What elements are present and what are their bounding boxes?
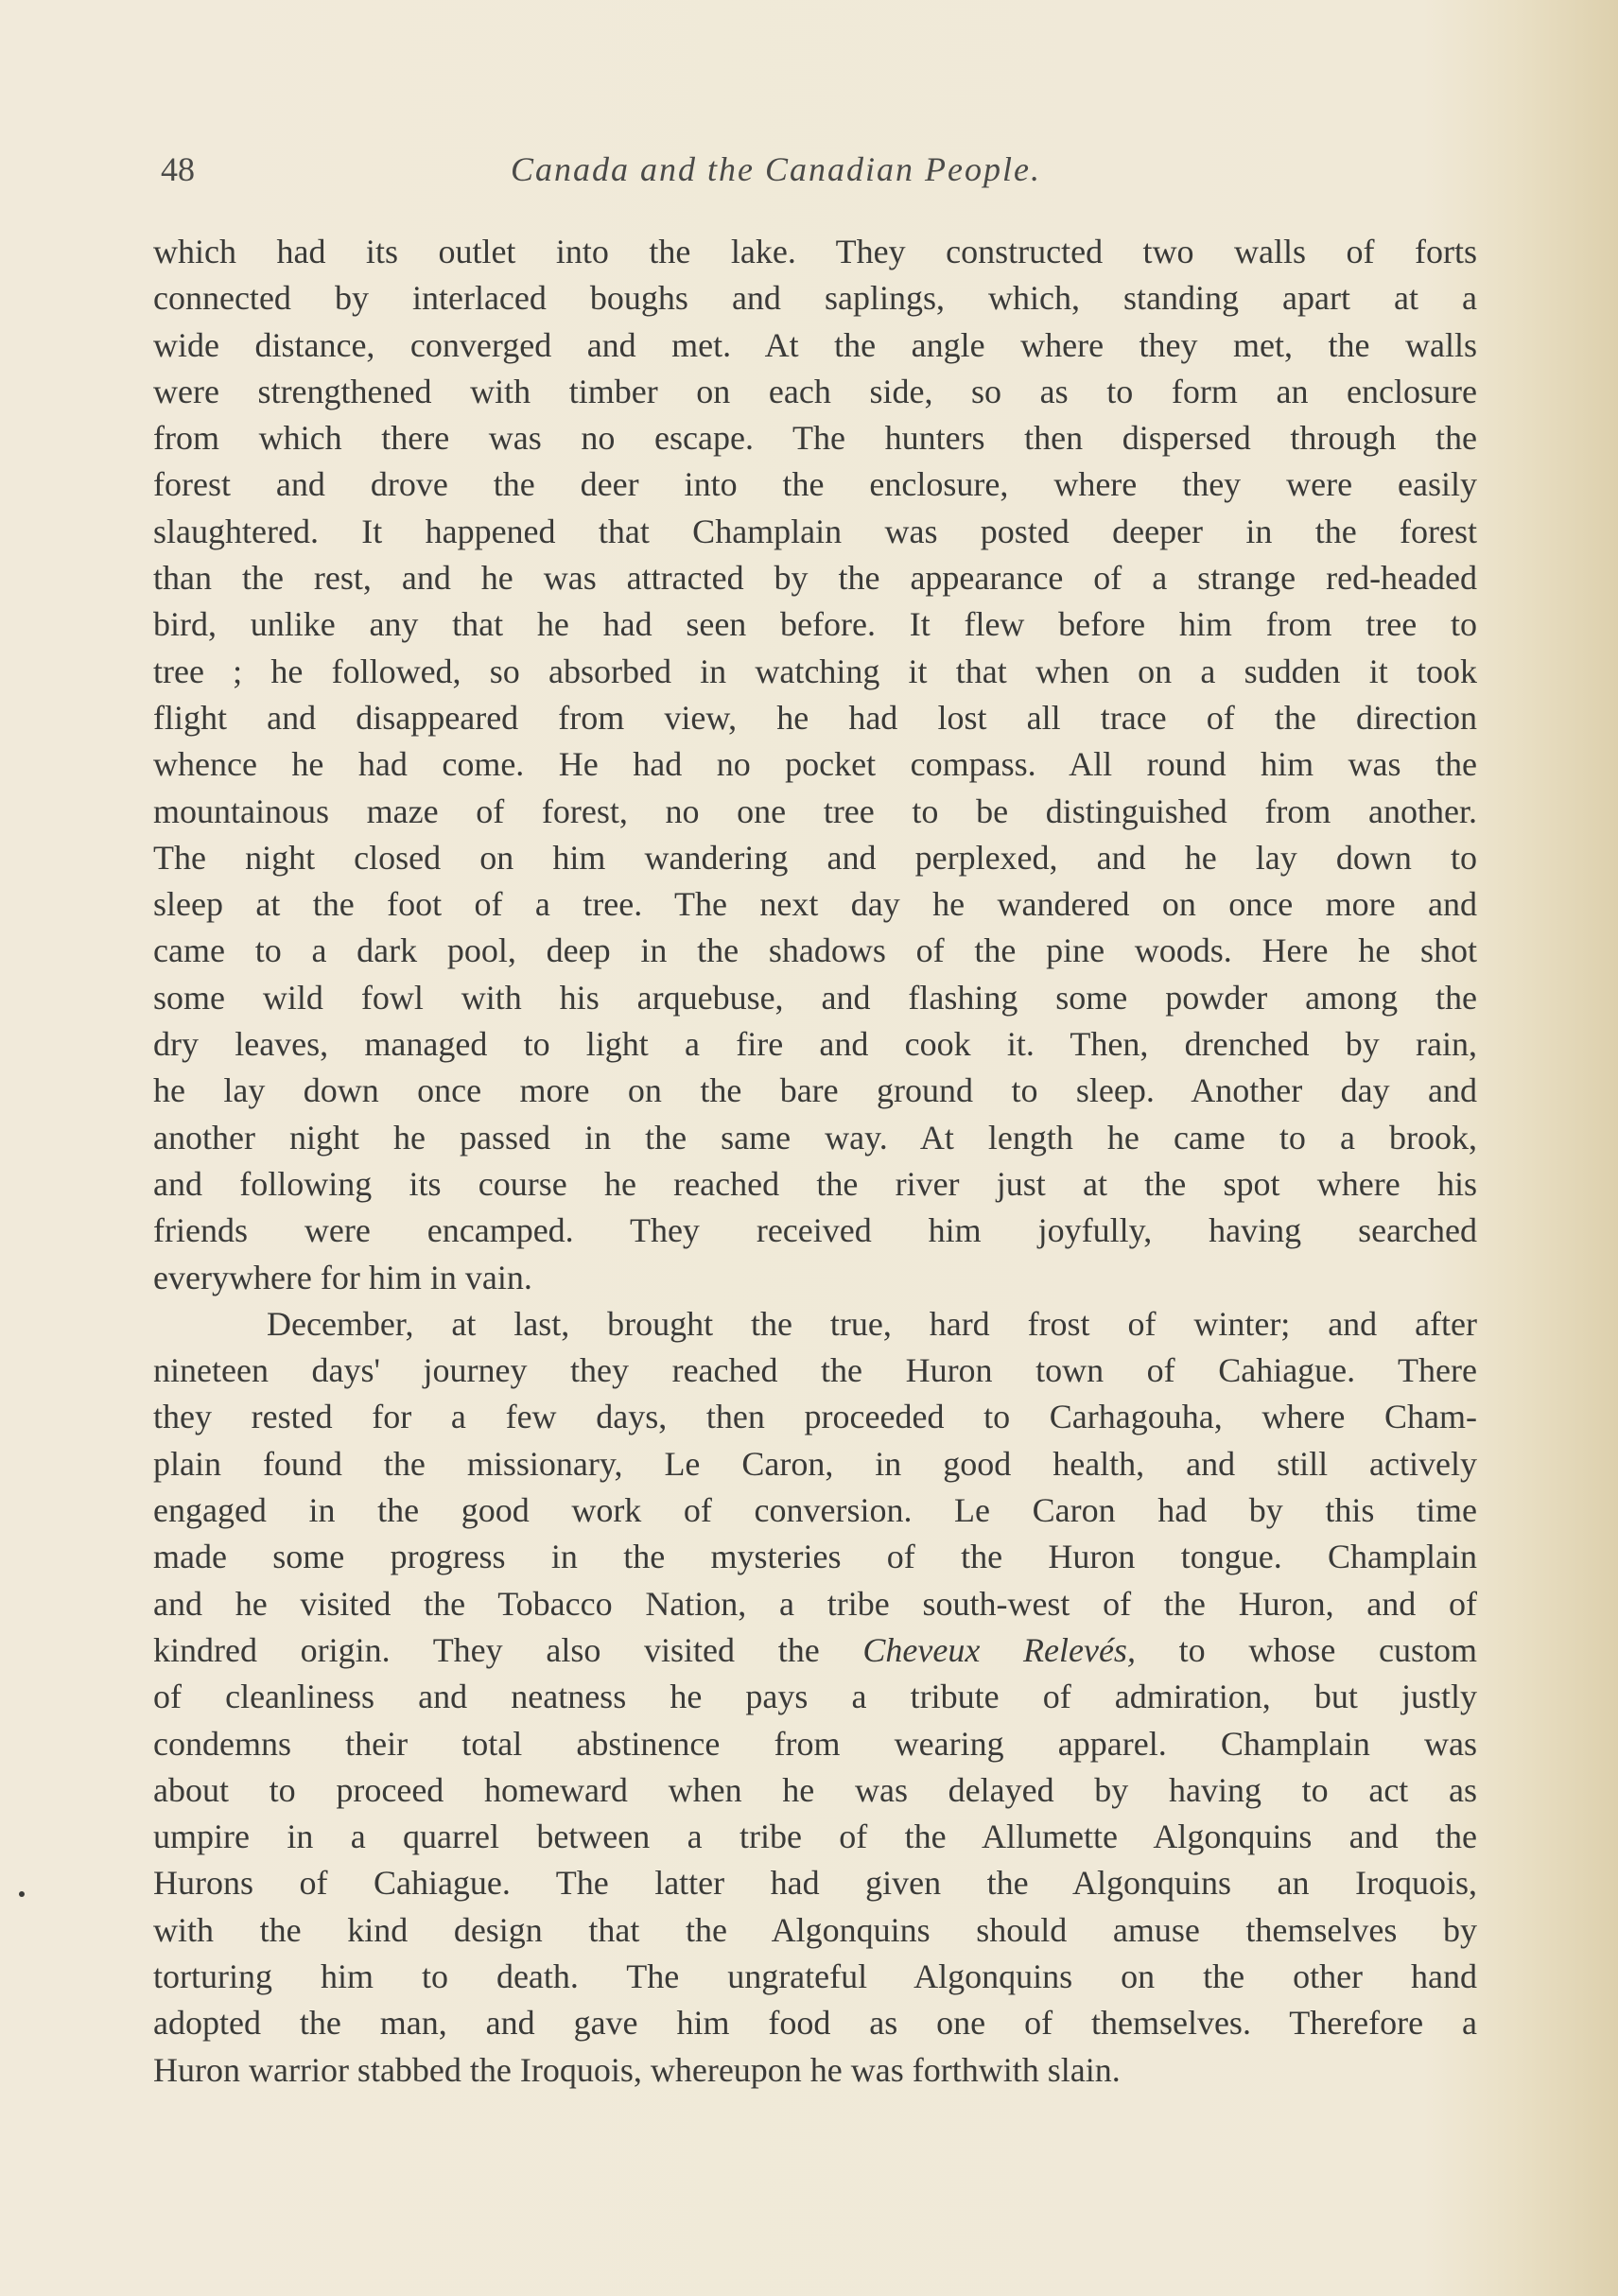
text-line: dry leaves, managed to light a fire and cook it. Then, drenched by rain, xyxy=(153,1025,1477,1064)
text-line: wide distance, converged and met. At the angle where they met, the walls xyxy=(153,325,1477,364)
text-line: were strengthened with timber on each side, so as to form an enclosure xyxy=(153,372,1477,410)
text-line: December, at last, brought the true, hard frost of winter; and after xyxy=(267,1304,1477,1343)
text-segment: kindred origin. They also visited the xyxy=(153,1630,863,1669)
text-line: and following its course he reached the river just at the spot where his xyxy=(153,1164,1477,1203)
text-line: with the kind design that the Algonquins should amuse themselves by xyxy=(153,1910,1477,1949)
text-line: came to a dark pool, deep in the shadows of the pine woods. Here he shot xyxy=(153,931,1477,970)
text-line: bird, unlike any that he had seen before. It flew before him from tree to xyxy=(153,605,1477,644)
text-line: tree ; he followed, so absorbed in watching it that when on a sudden it took xyxy=(153,652,1477,690)
text-line: connected by interlaced boughs and saplings, which, standing apart at a xyxy=(153,279,1477,318)
text-line: flight and disappeared from view, he had lost all trace of the direction xyxy=(153,698,1477,737)
text-line: slaughtered. It happened that Champlain was posted deeper in the forest xyxy=(153,512,1477,550)
text-segment: to whose custom xyxy=(1135,1630,1477,1669)
text-line: nineteen days' journey they reached the Huron town of Cahiague. There xyxy=(153,1351,1477,1390)
text-line: Huron warrior stabbed the Iroquois, whereupon he was forthwith slain. xyxy=(153,2050,1121,2089)
text-line: whence he had come. He had no pocket compass. All round him was the xyxy=(153,745,1477,784)
text-line: another night he passed in the same way. At length he came to a brook, xyxy=(153,1118,1477,1157)
text-line: than the rest, and he was attracted by the appearance of a strange red-headed xyxy=(153,559,1477,598)
text-line: forest and drove the deer into the enclosure, where they were easily xyxy=(153,465,1477,504)
text-line: adopted the man, and gave him food as one of themselves. Therefore a xyxy=(153,2004,1477,2043)
ink-speck xyxy=(19,1891,25,1897)
text-line: they rested for a few days, then proceeded to Carhagouha, where Cham- xyxy=(153,1398,1477,1436)
text-line: torturing him to death. The ungrateful Algonquins on the other hand xyxy=(153,1957,1477,1995)
text-line: mountainous maze of forest, no one tree to be distinguished from another. xyxy=(153,791,1477,830)
running-title: Canada and the Canadian People. xyxy=(511,150,1041,188)
text-line: some wild fowl with his arquebuse, and flashing some powder among the xyxy=(153,978,1477,1017)
text-line: condemns their total abstinence from wearing apparel. Champlain was xyxy=(153,1724,1477,1763)
text-line: The night closed on him wandering and perplexed, and he lay down to xyxy=(153,838,1477,877)
text-line: he lay down once more on the bare ground to sleep. Another day and xyxy=(153,1071,1477,1110)
text-line: engaged in the good work of conversion. Le Caron had by this time xyxy=(153,1491,1477,1530)
text-line-with-italic xyxy=(153,1627,1477,1674)
body-text xyxy=(153,229,1477,2094)
text-line: made some progress in the mysteries of the Huron tongue. Champlain xyxy=(153,1538,1477,1576)
text-line: sleep at the foot of a tree. The next day he wandered on once more and xyxy=(153,885,1477,924)
text-line: of cleanliness and neatness he pays a tribute of admiration, but justly xyxy=(153,1678,1477,1716)
page-number: 48 xyxy=(161,150,195,188)
text-line: Hurons of Cahiague. The latter had given the Algonquins an Iroquois, xyxy=(153,1864,1477,1903)
text-line: friends were encamped. They received him joyfully, having searched xyxy=(153,1211,1477,1250)
text-line: umpire in a quarrel between a tribe of the Allumette Algonquins and the xyxy=(153,1818,1477,1856)
text-line: plain found the missionary, Le Caron, in good health, and still actively xyxy=(153,1444,1477,1483)
text-line: about to proceed homeward when he was delayed by having to act as xyxy=(153,1770,1477,1809)
italic-term: Cheveux Relevés, xyxy=(862,1630,1136,1669)
text-line: which had its outlet into the lake. They constructed two walls of forts xyxy=(153,233,1477,270)
text-line: and he visited the Tobacco Nation, a tribe south-west of the Huron, and of xyxy=(153,1584,1477,1623)
text-line: from which there was no escape. The hunters then dispersed through the xyxy=(153,419,1477,458)
text-line: everywhere for him in vain. xyxy=(153,1258,532,1296)
